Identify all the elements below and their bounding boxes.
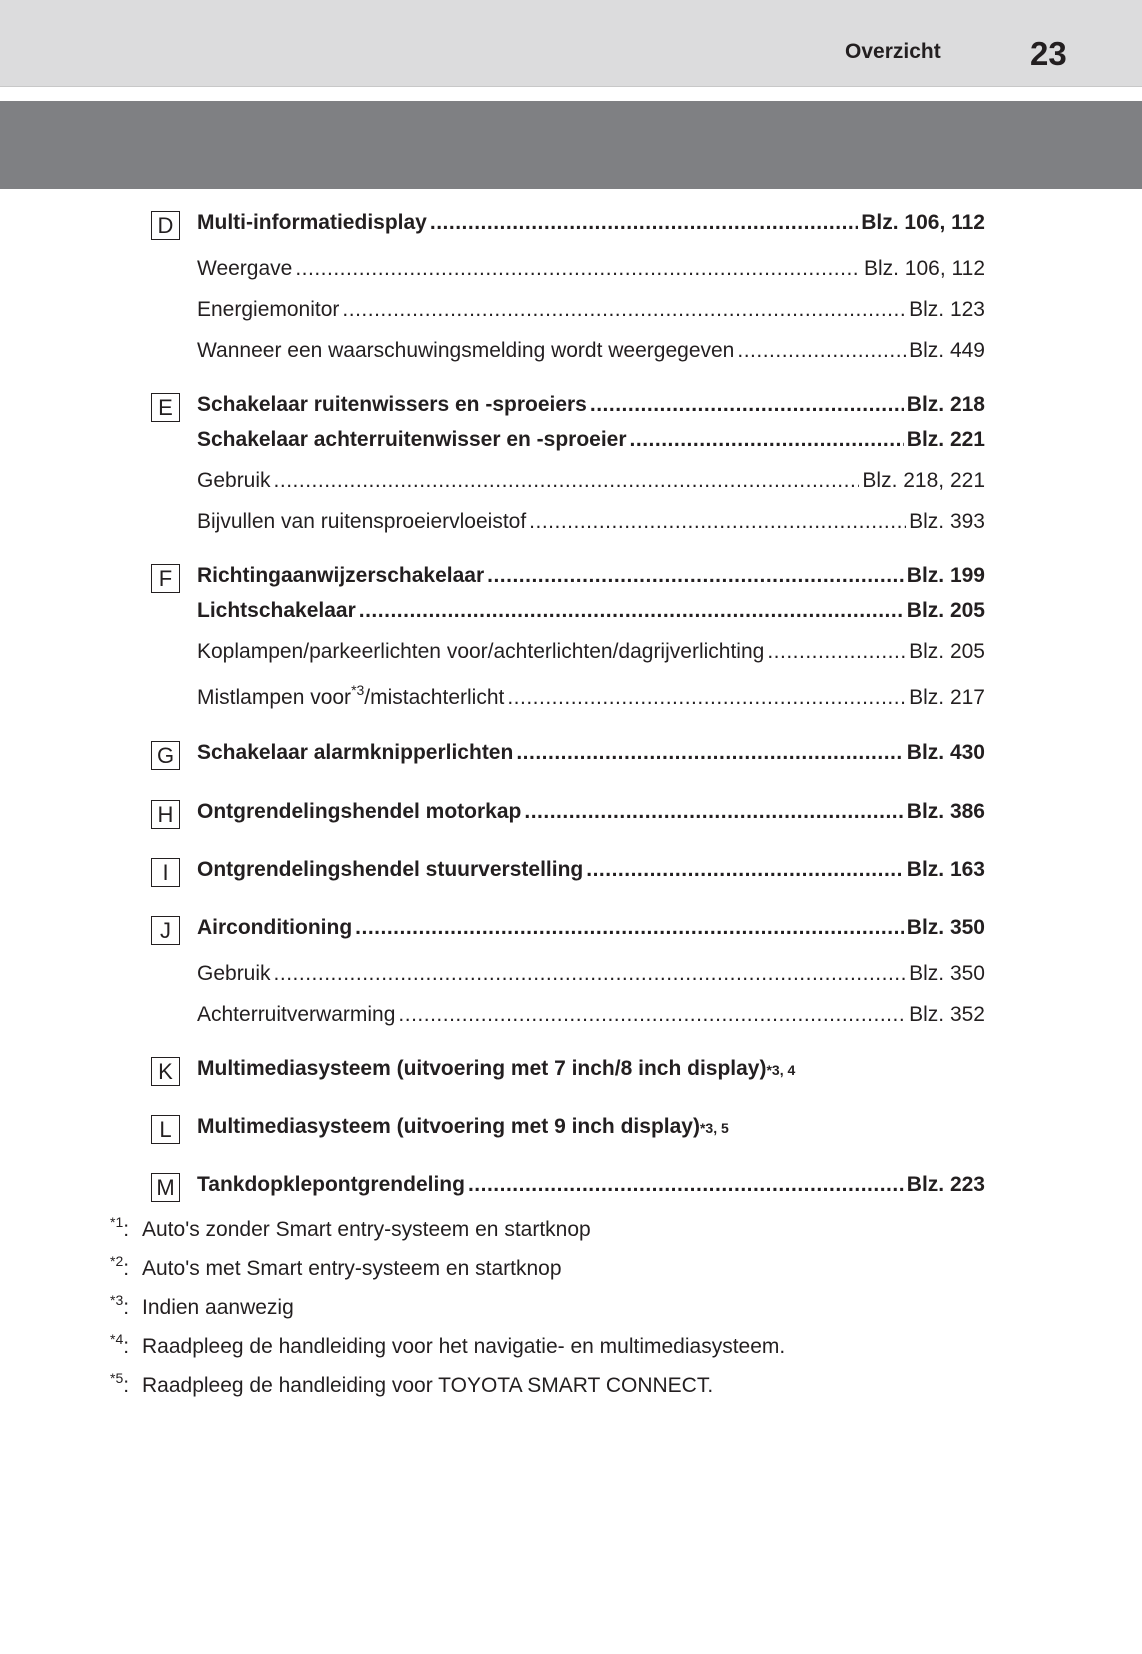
entry-label: Schakelaar achterruitenwisser en -sproeier [197, 428, 627, 451]
index-entry [197, 469, 985, 497]
entry-label: Bijvullen van ruitensproeiervloeistof [197, 510, 527, 533]
index-entry [197, 916, 985, 944]
footnote-mark: *4 [110, 1331, 124, 1347]
entry-page: Blz. 352 [909, 1003, 985, 1026]
leader-dots [359, 599, 904, 623]
entry-label: Multi-informatiedisplay [197, 211, 427, 234]
index-entry [197, 599, 985, 627]
entry-page: Blz. 218 [906, 393, 985, 416]
entry-page: Blz. 199 [906, 564, 985, 587]
leader-dots [487, 564, 904, 588]
leader-dots [524, 800, 903, 824]
footnote-ref: *3 [351, 682, 365, 698]
leader-dots [274, 469, 860, 493]
entry-label: Koplampen/parkeerlichten voor/achterlichten/dagrijverlichting [197, 640, 765, 663]
footnote-text: Indien aanwezig [142, 1296, 294, 1319]
entry-label: Multimediasysteem (uitvoering met 7 inch/8 inch display) [197, 1057, 767, 1080]
entry-label: Tankdopklepontgrendeling [197, 1173, 465, 1196]
entry-label: Achterruitverwarming [197, 1003, 396, 1026]
index-entry [197, 339, 985, 367]
leader-dots [507, 686, 906, 710]
entry-page: Blz. 163 [906, 858, 985, 881]
leader-dots [398, 1003, 906, 1027]
index-entry [197, 393, 985, 421]
footnote: $^{*1}$: Auto's zonder Smart entry-systeem en startknop [110, 1214, 591, 1241]
page-number: 23 [1030, 35, 1067, 72]
entry-label: Gebruik [197, 962, 271, 985]
entry-label: Lichtschakelaar [197, 599, 356, 622]
section-badge: K [151, 1057, 180, 1086]
entry-label-part: /mistachterlicht [364, 686, 505, 709]
entry-page: Blz. 386 [906, 800, 985, 823]
index-entry [197, 1003, 985, 1031]
entry-page: Blz. 217 [909, 686, 985, 709]
leader-dots [590, 393, 904, 417]
leader-dots [355, 916, 904, 940]
entry-label: Weergave [197, 257, 293, 280]
leader-dots [516, 741, 903, 765]
entry-page: Blz. 350 [906, 916, 985, 939]
leader-dots [737, 339, 906, 363]
section-title: Overzicht [845, 40, 941, 63]
entry-page: Blz. 221 [906, 428, 985, 451]
index-entry [197, 257, 985, 285]
index-entry [197, 211, 985, 239]
leader-dots [630, 428, 904, 452]
section-badge: L [151, 1115, 180, 1144]
index-entry: Multimediasysteem (uitvoering met 7 inch/8 inch display) *3, 4 [197, 1057, 796, 1080]
leader-dots [295, 257, 861, 281]
page-header [0, 0, 1142, 87]
entry-page: Blz. 106, 112 [863, 257, 985, 280]
entry-page: Blz. 223 [906, 1173, 985, 1196]
entry-label: Energiemonitor [197, 298, 340, 321]
footnote: $^{*3}$: Indien aanwezig [110, 1292, 294, 1319]
index-entry [197, 510, 985, 538]
leader-dots [274, 962, 907, 986]
section-badge: M [151, 1173, 180, 1202]
index-entry [197, 564, 985, 592]
entry-label: Ontgrendelingshendel motorkap [197, 800, 522, 823]
leader-dots [468, 1173, 904, 1197]
entry-page: Blz. 123 [909, 298, 985, 321]
entry-label: Ontgrendelingshendel stuurverstelling [197, 858, 584, 881]
section-badge: H [151, 800, 180, 829]
footnote-text: Raadpleeg de handleiding voor het navigatie- en multimediasysteem. [142, 1335, 786, 1358]
entry-label: Schakelaar alarmknipperlichten [197, 741, 514, 764]
leader-dots [430, 211, 858, 235]
footnote: $^{*2}$: Auto's met Smart entry-systeem en startknop [110, 1253, 562, 1280]
header-band [0, 101, 1142, 189]
footnote-mark: *1 [110, 1214, 124, 1230]
entry-label: Richtingaanwijzerschakelaar [197, 564, 485, 587]
entry-page: Blz. 430 [906, 741, 985, 764]
footnote-mark: *2 [110, 1253, 124, 1269]
entry-page: Blz. 218, 221 [862, 469, 985, 492]
footnote: $^{*5}$: Raadpleeg de handleiding voor TOYOTA SMART CONNECT. [110, 1370, 714, 1397]
entry-label-part: Mistlampen voor [197, 686, 352, 709]
leader-dots [342, 298, 906, 322]
index-entry [197, 640, 985, 668]
entry-label: Wanneer een waarschuwingsmelding wordt weergegeven [197, 339, 735, 362]
section-badge: D [151, 211, 180, 240]
footnote-text: Auto's met Smart entry-systeem en startknop [142, 1257, 562, 1280]
entry-page: Blz. 106, 112 [861, 211, 985, 234]
footnote-text: Raadpleeg de handleiding voor TOYOTA SMART CONNECT. [142, 1374, 714, 1397]
index-entry [197, 1173, 985, 1201]
section-badge: F [151, 564, 180, 593]
entry-label: Gebruik [197, 469, 271, 492]
entry-page: Blz. 393 [909, 510, 985, 533]
leader-dots [767, 640, 906, 664]
section-badge: J [151, 916, 180, 945]
footnote-mark: *5 [110, 1370, 124, 1386]
entry-page: Blz. 350 [909, 962, 985, 985]
index-entry [197, 962, 985, 990]
entry-page: Blz. 205 [909, 640, 985, 663]
index-entry [197, 428, 985, 456]
index-entry [197, 800, 985, 828]
index-entry [197, 741, 985, 769]
leader-dots [529, 510, 906, 534]
entry-label: Multimediasysteem (uitvoering met 9 inch display) [197, 1115, 700, 1138]
entry-page: Blz. 205 [906, 599, 985, 622]
footnote-text: Auto's zonder Smart entry-systeem en startknop [142, 1218, 591, 1241]
index-entry [197, 682, 985, 714]
entry-label: Schakelaar ruitenwissers en -sproeiers [197, 393, 587, 416]
footnote-mark: *3 [110, 1292, 124, 1308]
leader-dots [586, 858, 904, 882]
section-badge: I [151, 858, 180, 887]
entry-label: Airconditioning [197, 916, 353, 939]
section-badge: G [151, 741, 180, 770]
footnote: $^{*4}$: Raadpleeg de handleiding voor het navigatie- en multimediasysteem. [110, 1331, 786, 1358]
section-badge: E [151, 393, 180, 422]
index-entry [197, 858, 985, 886]
entry-page: Blz. 449 [909, 339, 985, 362]
entry-label [197, 682, 505, 710]
index-entry: Multimediasysteem (uitvoering met 9 inch display) *3, 5 [197, 1115, 729, 1138]
index-entry [197, 298, 985, 326]
